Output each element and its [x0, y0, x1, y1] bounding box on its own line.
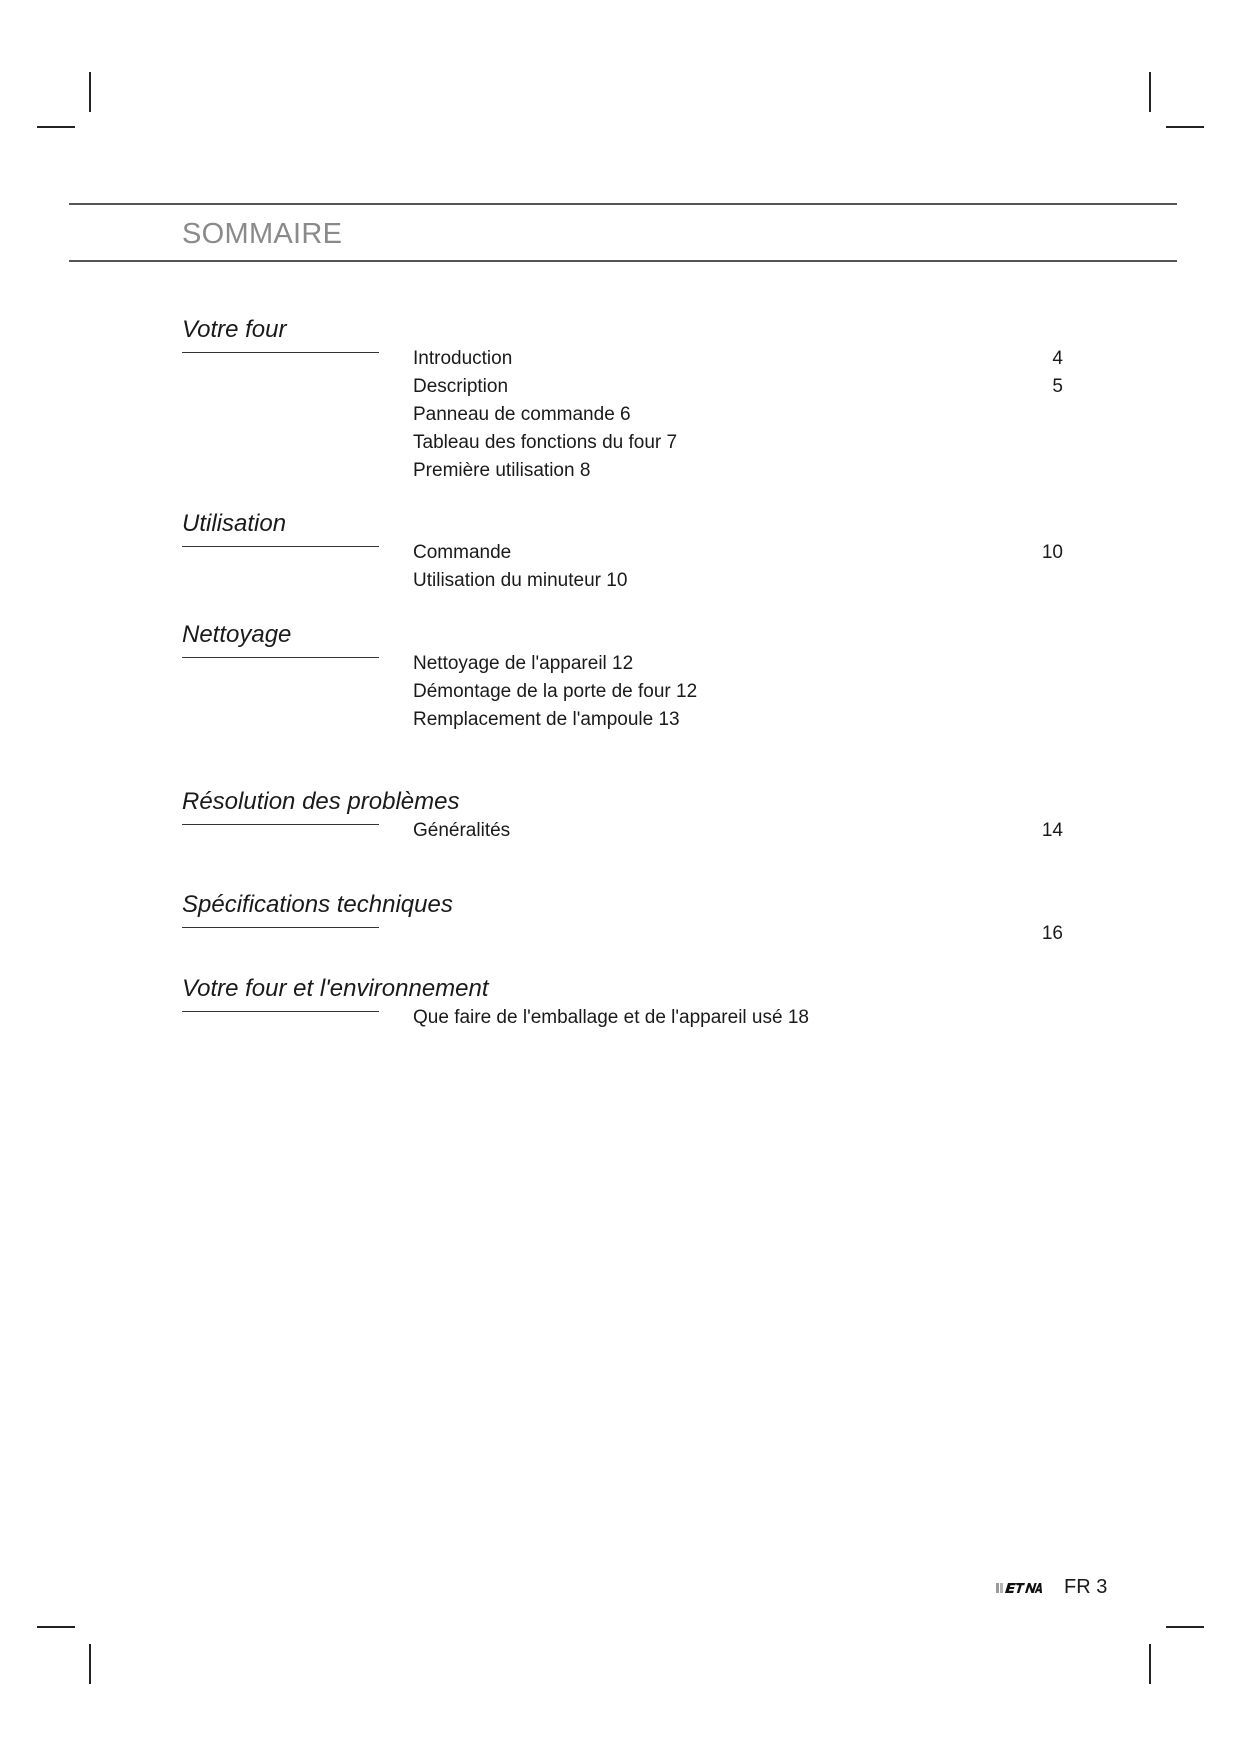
toc-entry-label: Première utilisation 8: [413, 460, 591, 481]
header-rule-top: [69, 203, 1177, 205]
section-underline: [182, 546, 379, 547]
toc-entry-label: Généralités: [413, 820, 511, 841]
section-title: Votre four: [182, 316, 287, 343]
toc-entry-page: 10: [1041, 542, 1063, 563]
toc-entry[interactable]: [413, 432, 1063, 458]
header-rule-bottom: [69, 260, 1177, 262]
toc-entry-page[interactable]: 16: [1041, 923, 1063, 944]
toc-entry[interactable]: [413, 542, 1063, 568]
toc-entry[interactable]: [413, 681, 1063, 707]
toc-entry[interactable]: [413, 348, 1063, 374]
toc-entry-page: 4: [1052, 348, 1063, 369]
toc-entry[interactable]: [413, 460, 1063, 486]
toc-entry-label: Tableau des fonctions du four 7: [413, 432, 678, 453]
crop-mark: [37, 126, 75, 128]
toc-entry-label: Que faire de l'emballage et de l'appareil usé 18: [413, 1007, 809, 1028]
toc-entry-label: Nettoyage de l'appareil 12: [413, 653, 634, 674]
crop-mark: [1149, 1644, 1151, 1684]
section-title: Utilisation: [182, 510, 287, 537]
toc-entry[interactable]: [413, 1007, 1063, 1033]
page-number: FR 3: [1064, 1576, 1108, 1598]
section-title: Résolution des problèmes: [182, 788, 460, 815]
toc-entry[interactable]: [413, 570, 1063, 596]
section-underline: [182, 352, 379, 353]
section-title: Spécifications techniques: [182, 891, 453, 918]
crop-mark: [37, 1626, 75, 1628]
section-underline: [182, 1011, 379, 1012]
toc-entry-label: Panneau de commande 6: [413, 404, 631, 425]
section-underline: [182, 824, 379, 825]
toc-entry-label: Introduction: [413, 348, 513, 369]
toc-entry-label: Démontage de la porte de four 12: [413, 681, 698, 702]
section-underline: [182, 927, 379, 928]
toc-entry[interactable]: [413, 709, 1063, 735]
section-title: Nettoyage: [182, 621, 292, 648]
toc-entry-page: 5: [1052, 376, 1063, 397]
toc-entry-label: Description: [413, 376, 509, 397]
crop-mark: [1166, 126, 1204, 128]
page-title: SOMMAIRE: [182, 218, 343, 250]
toc-entry[interactable]: [413, 376, 1063, 402]
toc-entry[interactable]: [413, 404, 1063, 430]
crop-mark: [1149, 72, 1151, 112]
toc-entry-label: Utilisation du minuteur 10: [413, 570, 628, 591]
toc-entry-label: Remplacement de l'ampoule 13: [413, 709, 680, 730]
section-title: Votre four et l'environnement: [182, 975, 489, 1002]
crop-mark: [89, 1644, 91, 1684]
section-underline: [182, 657, 379, 658]
toc-entry[interactable]: [413, 820, 1063, 846]
etna-logo: [996, 1580, 1042, 1596]
crop-mark: [89, 72, 91, 112]
crop-mark: [1166, 1626, 1204, 1628]
toc-entry-page: 14: [1041, 820, 1063, 841]
toc-entry-label: Commande: [413, 542, 512, 563]
toc-entry[interactable]: [413, 653, 1063, 679]
